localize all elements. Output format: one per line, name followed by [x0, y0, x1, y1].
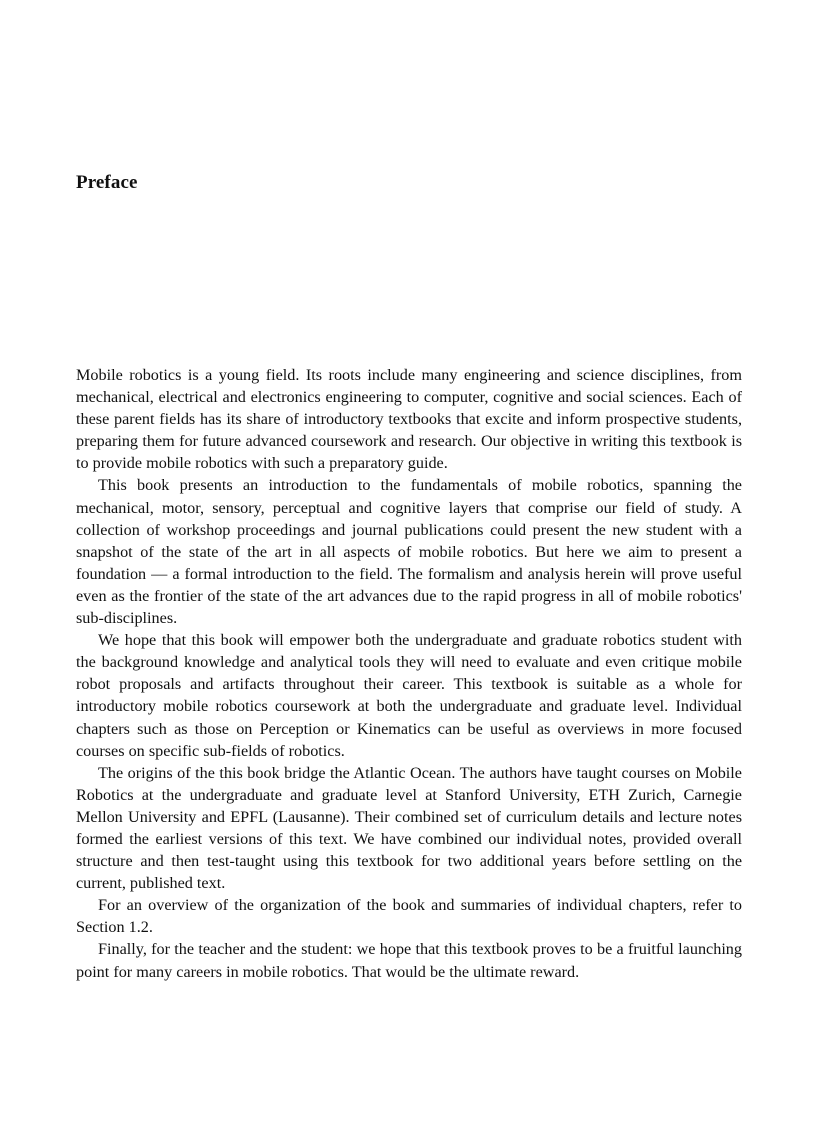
paragraph-4: The origins of the this book bridge the Atlantic Ocean. The authors have taught courses on Mobile Robotics at the undergraduate and graduate level at Stanford University, ETH Zurich, Carnegie Mellon University and EPFL (Lausanne). Their combined set of curriculum details and lecture notes formed the earliest versions of this text. We have combined our individual notes, provided overall structure and then test-taught using this textbook for two additional years before settling on the current, published text.	[76, 763, 742, 893]
paragraph-1: Mobile robotics is a young field. Its roots include many engineering and science disciplines, from mechanical, electrical and electronics engineering to computer, cognitive and social sciences. Each of these parent fields has its share of introductory textbooks that excite and inform prospective students, preparing them for future advanced coursework and research. Our objective in writing this textbook is to provide mobile robotics with such a preparatory guide.	[76, 366, 742, 473]
page-title: Preface	[76, 172, 138, 193]
paragraph-2: This book presents an introduction to the fundamentals of mobile robotics, spanning the mechanical, motor, sensory, perceptual and cognitive layers that comprise our field of study. A collection of workshop proceedings and journal publications could present the new student with a snapshot of the state of the art in all aspects of mobile robotics. But here we aim to present a foundation — a formal introduction to the field. The formalism and analysis herein will prove useful even as the frontier of the state of the art advances due to the rapid progress in all of mobile robotics' sub-disciplines.	[76, 476, 742, 628]
paragraph-5: For an overview of the organization of the book and summaries of individual chapters, refer to Section 1.2.	[76, 896, 742, 937]
preface-body	[76, 364, 742, 983]
paragraph-6: Finally, for the teacher and the student: we hope that this textbook proves to be a fruitful launching point for many careers in mobile robotics. That would be the ultimate reward.	[76, 940, 742, 981]
paragraph-3: We hope that this book will empower both the undergraduate and graduate robotics student with the background knowledge and analytical tools they will need to evaluate and even critique mobile robot proposals and artifacts throughout their career. This textbook is suitable as a whole for introductory mobile robotics coursework at both the undergraduate and graduate level. Individual chapters such as those on Perception or Kinematics can be useful as overviews in more focused courses on specific sub-fields of robotics.	[76, 631, 742, 760]
